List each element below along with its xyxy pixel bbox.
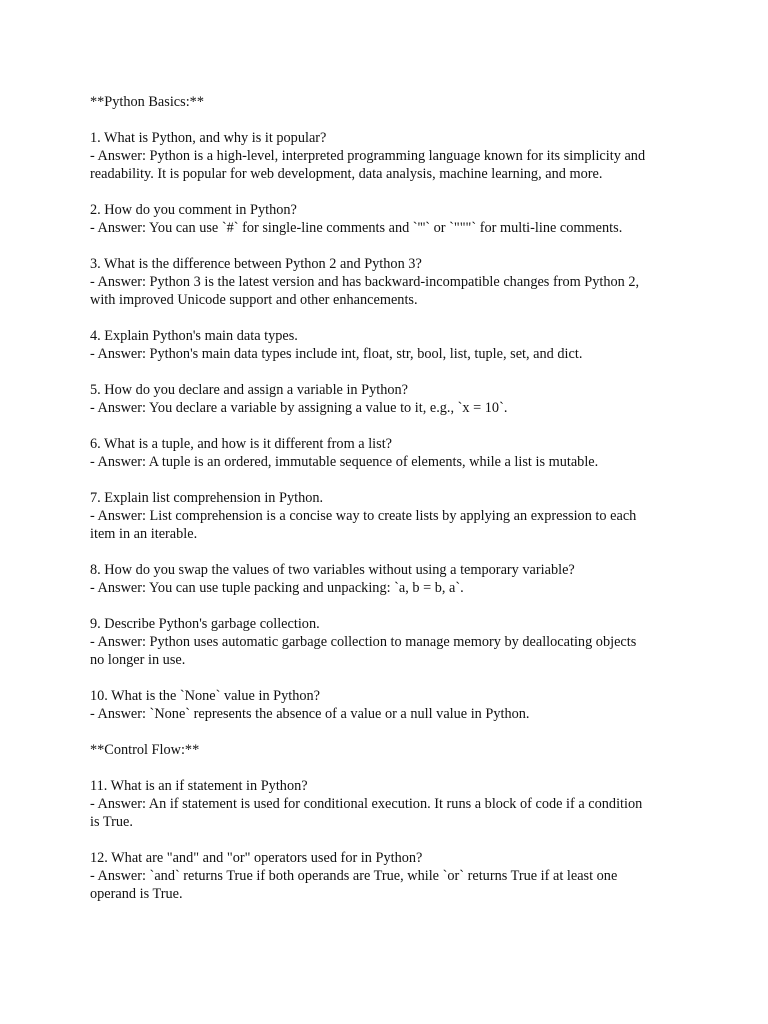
answer-12-line-2: operand is True. <box>90 886 183 902</box>
question-8: 8. How do you swap the values of two variables without using a temporary variable? <box>90 562 575 578</box>
answer-9-line-1: - Answer: Python uses automatic garbage collection to manage memory by deallocating objects <box>90 634 637 650</box>
question-10: 10. What is the `None` value in Python? <box>90 688 321 704</box>
answer-11-line-1: - Answer: An if statement is used for conditional execution. It runs a block of code if a condition <box>90 796 643 812</box>
question-12: 12. What are "and" and "or" operators used for in Python? <box>90 850 423 866</box>
answer-3-line-1: - Answer: Python 3 is the latest version and has backward-incompatible changes from Python 2, <box>90 274 640 290</box>
answer-6-line-1: - Answer: A tuple is an ordered, immutable sequence of elements, while a list is mutable. <box>90 454 599 470</box>
question-3: 3. What is the difference between Python 2 and Python 3? <box>90 256 422 272</box>
answer-7-line-1: - Answer: List comprehension is a concise way to create lists by applying an expression to each <box>90 508 637 524</box>
answer-2-line-1: - Answer: You can use `#` for single-line comments and `'''` or `"""` for multi-line comments. <box>90 220 623 236</box>
question-1: 1. What is Python, and why is it popular? <box>90 130 327 146</box>
question-6: 6. What is a tuple, and how is it different from a list? <box>90 436 393 452</box>
question-9: 9. Describe Python's garbage collection. <box>90 616 320 632</box>
question-7: 7. Explain list comprehension in Python. <box>90 490 324 506</box>
answer-3-line-2: with improved Unicode support and other enhancements. <box>90 292 418 308</box>
answer-1-line-2: readability. It is popular for web development, data analysis, machine learning, and more. <box>90 166 603 182</box>
answer-1-line-1: - Answer: Python is a high-level, interpreted programming language known for its simplicity and <box>90 148 646 164</box>
answer-8-line-1: - Answer: You can use tuple packing and unpacking: `a, b = b, a`. <box>90 580 464 596</box>
question-5: 5. How do you declare and assign a variable in Python? <box>90 382 409 398</box>
answer-5-line-1: - Answer: You declare a variable by assigning a value to it, e.g., `x = 10`. <box>90 400 508 416</box>
answer-4-line-1: - Answer: Python's main data types include int, float, str, bool, list, tuple, set, and dict. <box>90 346 583 362</box>
answer-7-line-2: item in an iterable. <box>90 526 198 542</box>
document-page <box>90 93 690 903</box>
section-heading-control-flow: **Control Flow:** <box>90 742 200 758</box>
answer-12-line-1: - Answer: `and` returns True if both operands are True, while `or` returns True if at least one <box>90 868 618 884</box>
question-11: 11. What is an if statement in Python? <box>90 778 308 794</box>
answer-10-line-1: - Answer: `None` represents the absence of a value or a null value in Python. <box>90 706 530 722</box>
question-2: 2. How do you comment in Python? <box>90 202 297 218</box>
answer-9-line-2: no longer in use. <box>90 652 186 668</box>
question-4: 4. Explain Python's main data types. <box>90 328 298 344</box>
section-heading-python-basics: **Python Basics:** <box>90 94 204 110</box>
answer-11-line-2: is True. <box>90 814 133 830</box>
